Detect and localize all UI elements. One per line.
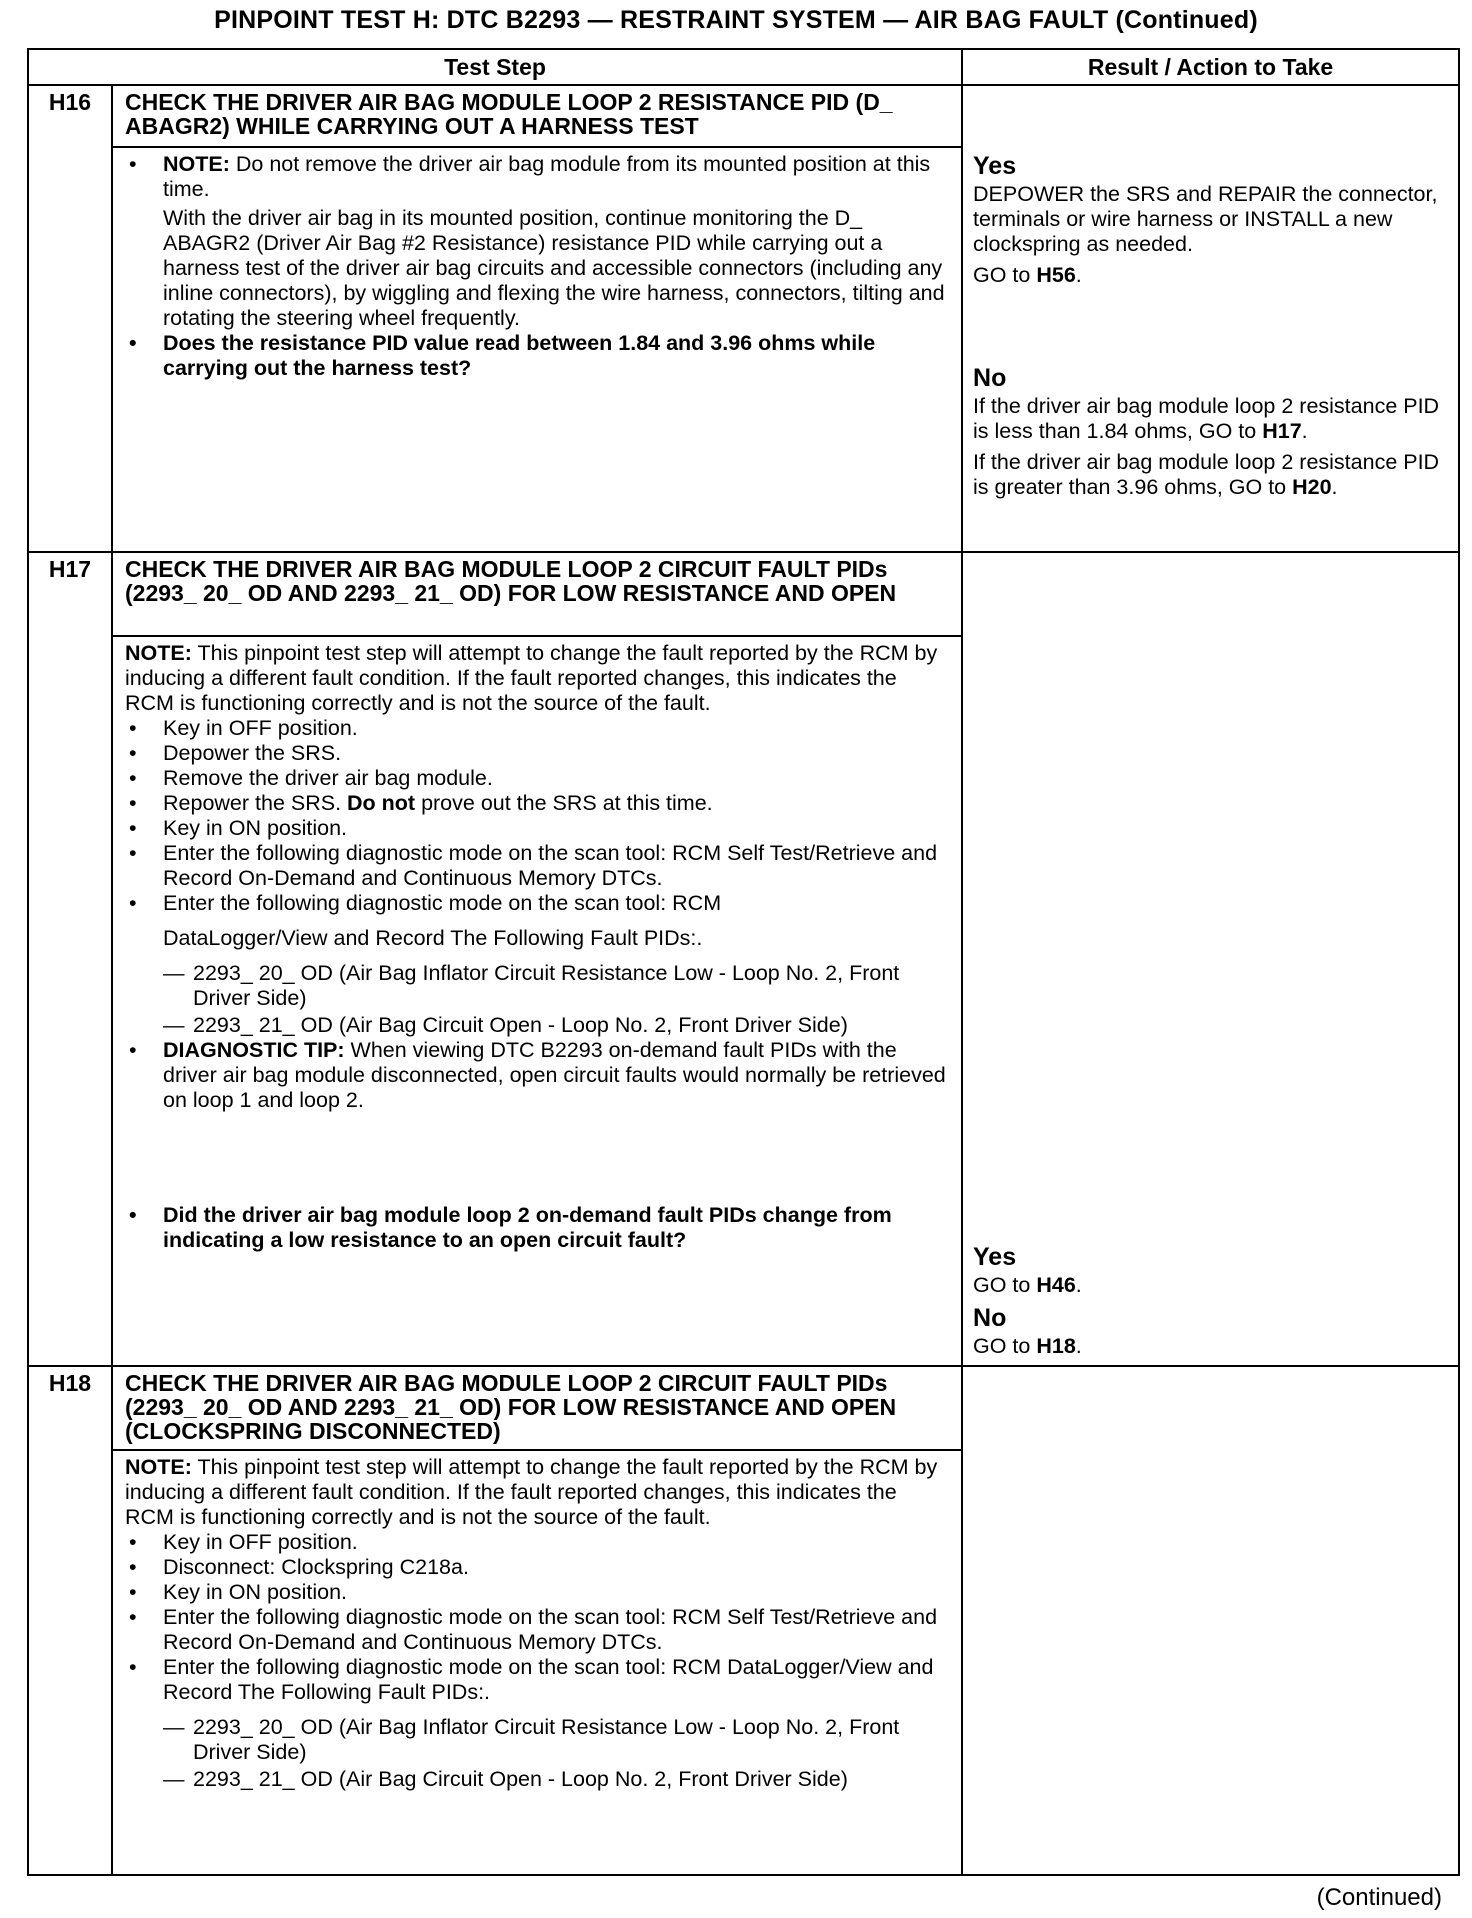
note: NOTE: This pinpoint test step will attempt to change the fault reported by the RCM by inducing a different fault condition. If the fault reported changes, this indicates the RCM is functioning correctly and is not the source of the fault. <box>125 1455 938 1529</box>
question: • Does the resistance PID value read between 1.84 and 3.96 ohms while carrying out the harness test? <box>125 331 949 381</box>
sub-list-item: — 2293_ 21_ OD (Air Bag Circuit Open - Loop No. 2, Front Driver Side) <box>163 1013 848 1037</box>
pinpoint-test-table <box>27 48 1460 1876</box>
step-id-h18: H18 <box>28 1366 112 1450</box>
list-item: • Key in ON position. <box>125 1580 949 1605</box>
step-id-h17: H17 <box>28 552 112 636</box>
step-h17-title-row <box>28 552 1459 636</box>
sub-list-item: — 2293_ 20_ OD (Air Bag Inflator Circuit Resistance Low - Loop No. 2, Front Driver Side) <box>163 1715 900 1764</box>
result-no-go: GO to H18. <box>973 1334 1082 1358</box>
continued-label: (Continued) <box>1316 1884 1442 1911</box>
result-no-text-2: If the driver air bag module loop 2 resistance PID is greater than 3.96 ohms, GO to H20. <box>973 450 1440 499</box>
result-no-label: No <box>973 1304 1007 1332</box>
list-item: • Remove the driver air bag module. <box>125 766 949 791</box>
result-yes-text: DEPOWER the SRS and REPAIR the connector, terminals or wire harness or INSTALL a new clockspring as needed. <box>973 182 1438 256</box>
step-body-h16 <box>112 147 962 552</box>
list-item: • Enter the following diagnostic mode on the scan tool: RCM Self Test/Retrieve and Record On-Demand and Continuous Memory DTCs. <box>125 841 949 891</box>
result-yes-label: Yes <box>973 1243 1017 1271</box>
header-result: Result / Action to Take <box>962 49 1459 85</box>
list-item: • Key in OFF position. <box>125 716 949 741</box>
result-h18 <box>962 1366 1459 1875</box>
result-yes-label: Yes <box>973 152 1017 180</box>
list-item: • Key in ON position. <box>125 816 949 841</box>
result-yes-go: GO to H56. <box>973 263 1082 287</box>
list-item: • Disconnect: Clockspring C218a. <box>125 1555 949 1580</box>
paragraph: With the driver air bag in its mounted position, continue monitoring the D_ ABAGR2 (Driver Air Bag #2 Resistance) resistance PID while carrying out a harness test of the driver air bag circuits and accessible connectors (including any inline connectors), by wiggling and flexing the wire harness, connectors, tilting and rotating the steering wheel frequently. <box>163 206 945 330</box>
sub-list-item: — 2293_ 21_ OD (Air Bag Circuit Open - Loop No. 2, Front Driver Side) <box>163 1767 848 1791</box>
question: • Did the driver air bag module loop 2 on-demand fault PIDs change from indicating a low resistance to an open circuit fault? <box>125 1203 949 1253</box>
result-yes-go: GO to H46. <box>973 1273 1082 1297</box>
step-h16-title-row <box>28 85 1459 147</box>
list-item: • NOTE: Do not remove the driver air bag module from its mounted position at this time. <box>125 152 949 202</box>
header-test-step: Test Step <box>28 49 962 85</box>
table-header-row <box>28 49 1459 85</box>
step-h18-title-row <box>28 1366 1459 1450</box>
list-item: • Enter the following diagnostic mode on the scan tool: RCM <box>125 891 949 916</box>
list-item: • Enter the following diagnostic mode on the scan tool: RCM DataLogger/View and Record The Following Fault PIDs:. <box>125 1655 949 1705</box>
result-h16 <box>962 85 1459 552</box>
page-title: PINPOINT TEST H: DTC B2293 — RESTRAINT SYSTEM — AIR BAG FAULT (Continued) <box>214 6 1258 34</box>
list-item: • Enter the following diagnostic mode on the scan tool: RCM Self Test/Retrieve and Record On-Demand and Continuous Memory DTCs. <box>125 1605 949 1655</box>
list-item: • Key in OFF position. <box>125 1530 949 1555</box>
step-title-h16: CHECK THE DRIVER AIR BAG MODULE LOOP 2 RESISTANCE PID (D_ ABAGR2) WHILE CARRYING OUT A HARNESS TEST <box>112 85 962 147</box>
step-body-h18 <box>112 1450 962 1875</box>
list-item-continuation: DataLogger/View and Record The Following Fault PIDs:. <box>163 926 703 950</box>
note: NOTE: This pinpoint test step will attempt to change the fault reported by the RCM by inducing a different fault condition. If the fault reported changes, this indicates the RCM is functioning correctly and is not the source of the fault. <box>125 641 938 715</box>
list-item: • Depower the SRS. <box>125 741 949 766</box>
list-item: • Repower the SRS. Do not prove out the SRS at this time. <box>125 791 949 816</box>
result-no-label: No <box>973 364 1007 392</box>
step-id-h16: H16 <box>28 85 112 147</box>
step-title-h17: CHECK THE DRIVER AIR BAG MODULE LOOP 2 CIRCUIT FAULT PIDs (2293_ 20_ OD AND 2293_ 21_ OD) FOR LOW RESISTANCE AND OPEN <box>112 552 962 636</box>
sub-list-item: — 2293_ 20_ OD (Air Bag Inflator Circuit Resistance Low - Loop No. 2, Front Driver Side) <box>163 961 900 1010</box>
result-no-text-1: If the driver air bag module loop 2 resistance PID is less than 1.84 ohms, GO to H17. <box>973 394 1440 443</box>
result-h17 <box>962 552 1459 1366</box>
step-title-h18: CHECK THE DRIVER AIR BAG MODULE LOOP 2 CIRCUIT FAULT PIDs (2293_ 20_ OD AND 2293_ 21_ OD) FOR LOW RESISTANCE AND OPEN (CLOCKSPRING DISCONNECTED) <box>112 1366 962 1450</box>
list-item: • DIAGNOSTIC TIP: When viewing DTC B2293 on-demand fault PIDs with the driver air bag module disconnected, open circuit faults would normally be retrieved on loop 1 and loop 2. <box>125 1038 949 1113</box>
step-body-h17 <box>112 636 962 1366</box>
